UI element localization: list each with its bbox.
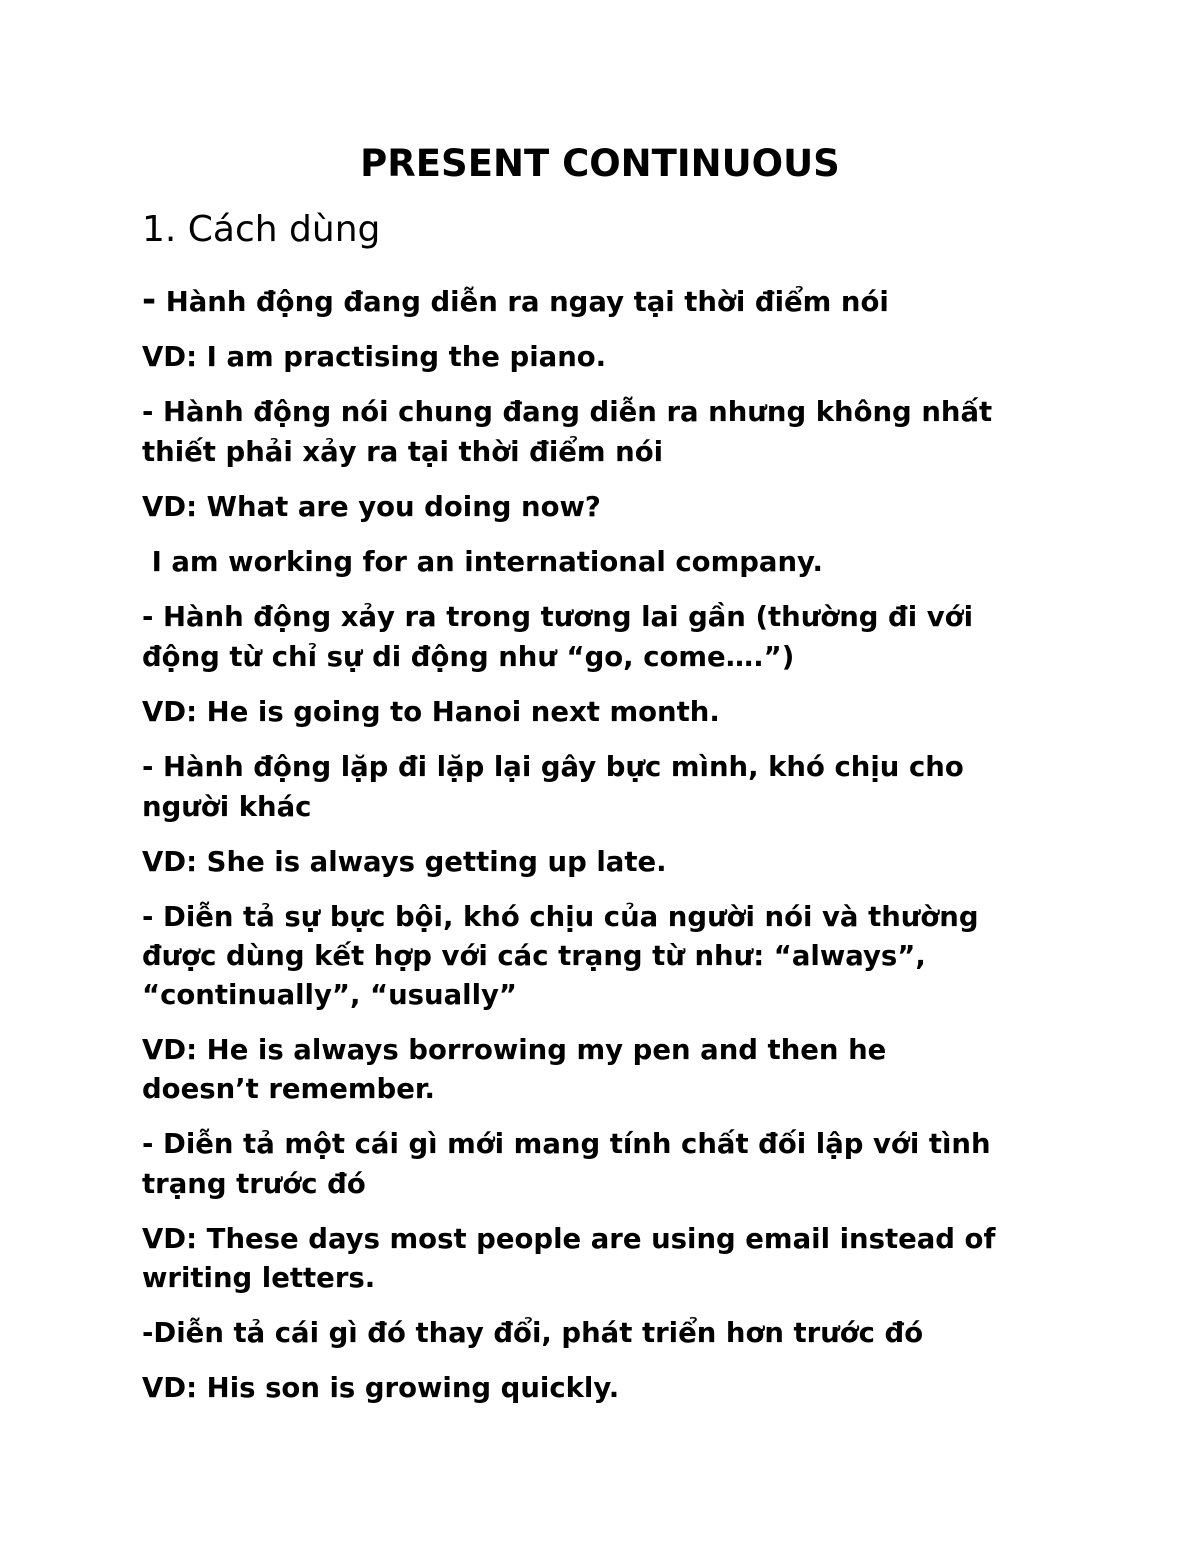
usage-line-1	[142, 280, 889, 322]
usage-line-2a: - Hành động nói chung đang diễn ra nhưng không nhất	[142, 396, 993, 428]
usage-line-1-text: Hành động đang diễn ra ngay tại thời điểm nói	[156, 286, 889, 318]
example-line-5a: VD: He is always borrowing my pen and then he	[142, 1034, 887, 1066]
example-line-5b: doesn’t remember.	[142, 1073, 435, 1105]
usage-line-4b: người khác	[142, 791, 312, 823]
example-line-1: VD: I am practising the piano.	[142, 341, 607, 373]
example-line-6b: writing letters.	[142, 1262, 376, 1294]
usage-line-2b: thiết phải xảy ra tại thời điểm nói	[142, 436, 664, 468]
usage-line-3a: - Hành động xảy ra trong tương lai gần (thường đi với	[142, 601, 973, 633]
example-line-7: VD: His son is growing quickly.	[142, 1372, 620, 1404]
example-line-2b: I am working for an international company.	[142, 546, 823, 578]
example-line-2a: VD: What are you doing now?	[142, 491, 601, 523]
example-line-6a: VD: These days most people are using email instead of	[142, 1223, 996, 1255]
usage-line-5c: “continually”, “usually”	[142, 979, 518, 1011]
usage-line-7: -Diễn tả cái gì đó thay đổi, phát triển hơn trước đó	[142, 1317, 924, 1349]
usage-line-5b: được dùng kết hợp với các trạng từ như: “always”,	[142, 940, 926, 972]
section-heading: 1. Cách dùng	[142, 209, 381, 250]
usage-line-6b: trạng trước đó	[142, 1168, 366, 1200]
usage-line-3b: động từ chỉ sự di động như “go, come….”)	[142, 641, 795, 673]
usage-line-5a: - Diễn tả sự bực bội, khó chịu của người nói và thường	[142, 901, 979, 933]
example-line-4: VD: She is always getting up late.	[142, 846, 667, 878]
usage-line-4a: - Hành động lặp đi lặp lại gây bực mình, khó chịu cho	[142, 751, 964, 783]
example-line-3: VD: He is going to Hanoi next month.	[142, 696, 720, 728]
bullet-dash: -	[142, 280, 157, 320]
document-title: PRESENT CONTINUOUS	[360, 142, 840, 185]
usage-line-6a: - Diễn tả một cái gì mới mang tính chất đối lập với tình	[142, 1128, 991, 1160]
